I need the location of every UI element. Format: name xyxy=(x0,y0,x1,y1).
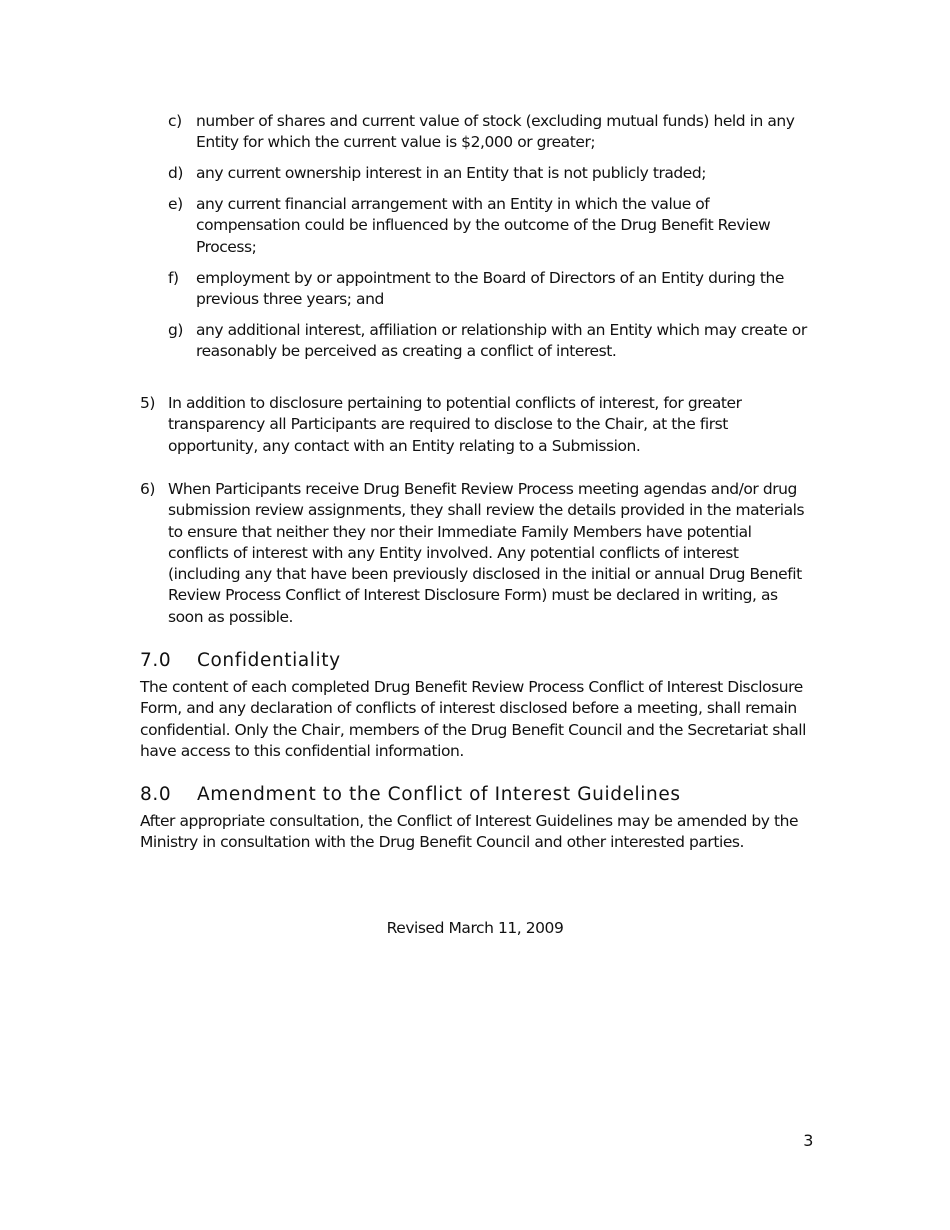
list-item-c xyxy=(168,111,813,154)
section-number: 7.0 xyxy=(140,650,172,671)
revision-date: Revised March 11, 2009 xyxy=(386,919,564,937)
numbered-item-6 xyxy=(140,479,813,628)
list-item-label: c) xyxy=(168,112,182,130)
section-body-confidentiality: The content of each completed Drug Benefit Review Process Conflict of Interest Disclosure Form, and any declaration of conflicts of interest disclosed before a meeting, shall remain confidential. Only the Chair, members of the Drug Benefit Council and the Secretariat shall have access to this confidential information. xyxy=(140,678,806,760)
numbered-item-text: In addition to disclosure pertaining to potential conflicts of interest, for greater transparency all Participants are required to disclose to the Chair, at the first opportunity, any contact with an Entity relating to a Submission. xyxy=(168,394,742,455)
numbered-item-5 xyxy=(140,393,813,457)
numbered-item-label: 6) xyxy=(140,480,156,498)
section-title: Confidentiality xyxy=(197,650,341,671)
list-item-g xyxy=(168,320,813,363)
page-number: 3 xyxy=(803,1131,813,1150)
numbered-item-text: When Participants receive Drug Benefit Review Process meeting agendas and/or drug submission review assignments, they shall review the details provided in the materials to ensure that neither they nor their Immediate Family Members have potential conflicts of interest with any Entity involved. Any potential conflicts of interest (including any that have been previously disclosed in the initial or annual Drug Benefit Review Process Conflict of Interest Disclosure Form) must be declared in writing, as soon as possible. xyxy=(168,480,805,626)
list-item-text: any current financial arrangement with an Entity in which the value of compensation could be influenced by the outcome of the Drug Benefit Review Process; xyxy=(196,195,771,256)
list-item-label: f) xyxy=(168,269,179,287)
list-item-text: number of shares and current value of stock (excluding mutual funds) held in any Entity for which the current value is $2,000 or greater; xyxy=(196,112,795,152)
section-number: 8.0 xyxy=(140,784,172,805)
list-item-text: employment by or appointment to the Board of Directors of an Entity during the previous three years; and xyxy=(196,269,784,309)
list-item-text: any current ownership interest in an Entity that is not publicly traded; xyxy=(196,164,707,182)
list-item-f xyxy=(168,268,813,311)
section-title: Amendment to the Conflict of Interest Guidelines xyxy=(197,784,681,805)
numbered-item-label: 5) xyxy=(140,394,156,412)
section-heading-amendment xyxy=(140,783,813,807)
list-item-label: e) xyxy=(168,195,183,213)
section-body-amendment: After appropriate consultation, the Conflict of Interest Guidelines may be amended by the Ministry in consultation with the Drug Benefit Council and other interested parties. xyxy=(140,812,799,852)
list-item-e xyxy=(168,194,813,258)
list-item-d xyxy=(168,163,813,184)
list-item-label: d) xyxy=(168,164,183,182)
list-item-text: any additional interest, affiliation or relationship with an Entity which may create or reasonably be perceived as creating a conflict of interest. xyxy=(196,321,807,361)
section-heading-confidentiality xyxy=(140,649,813,673)
list-item-label: g) xyxy=(168,321,183,339)
